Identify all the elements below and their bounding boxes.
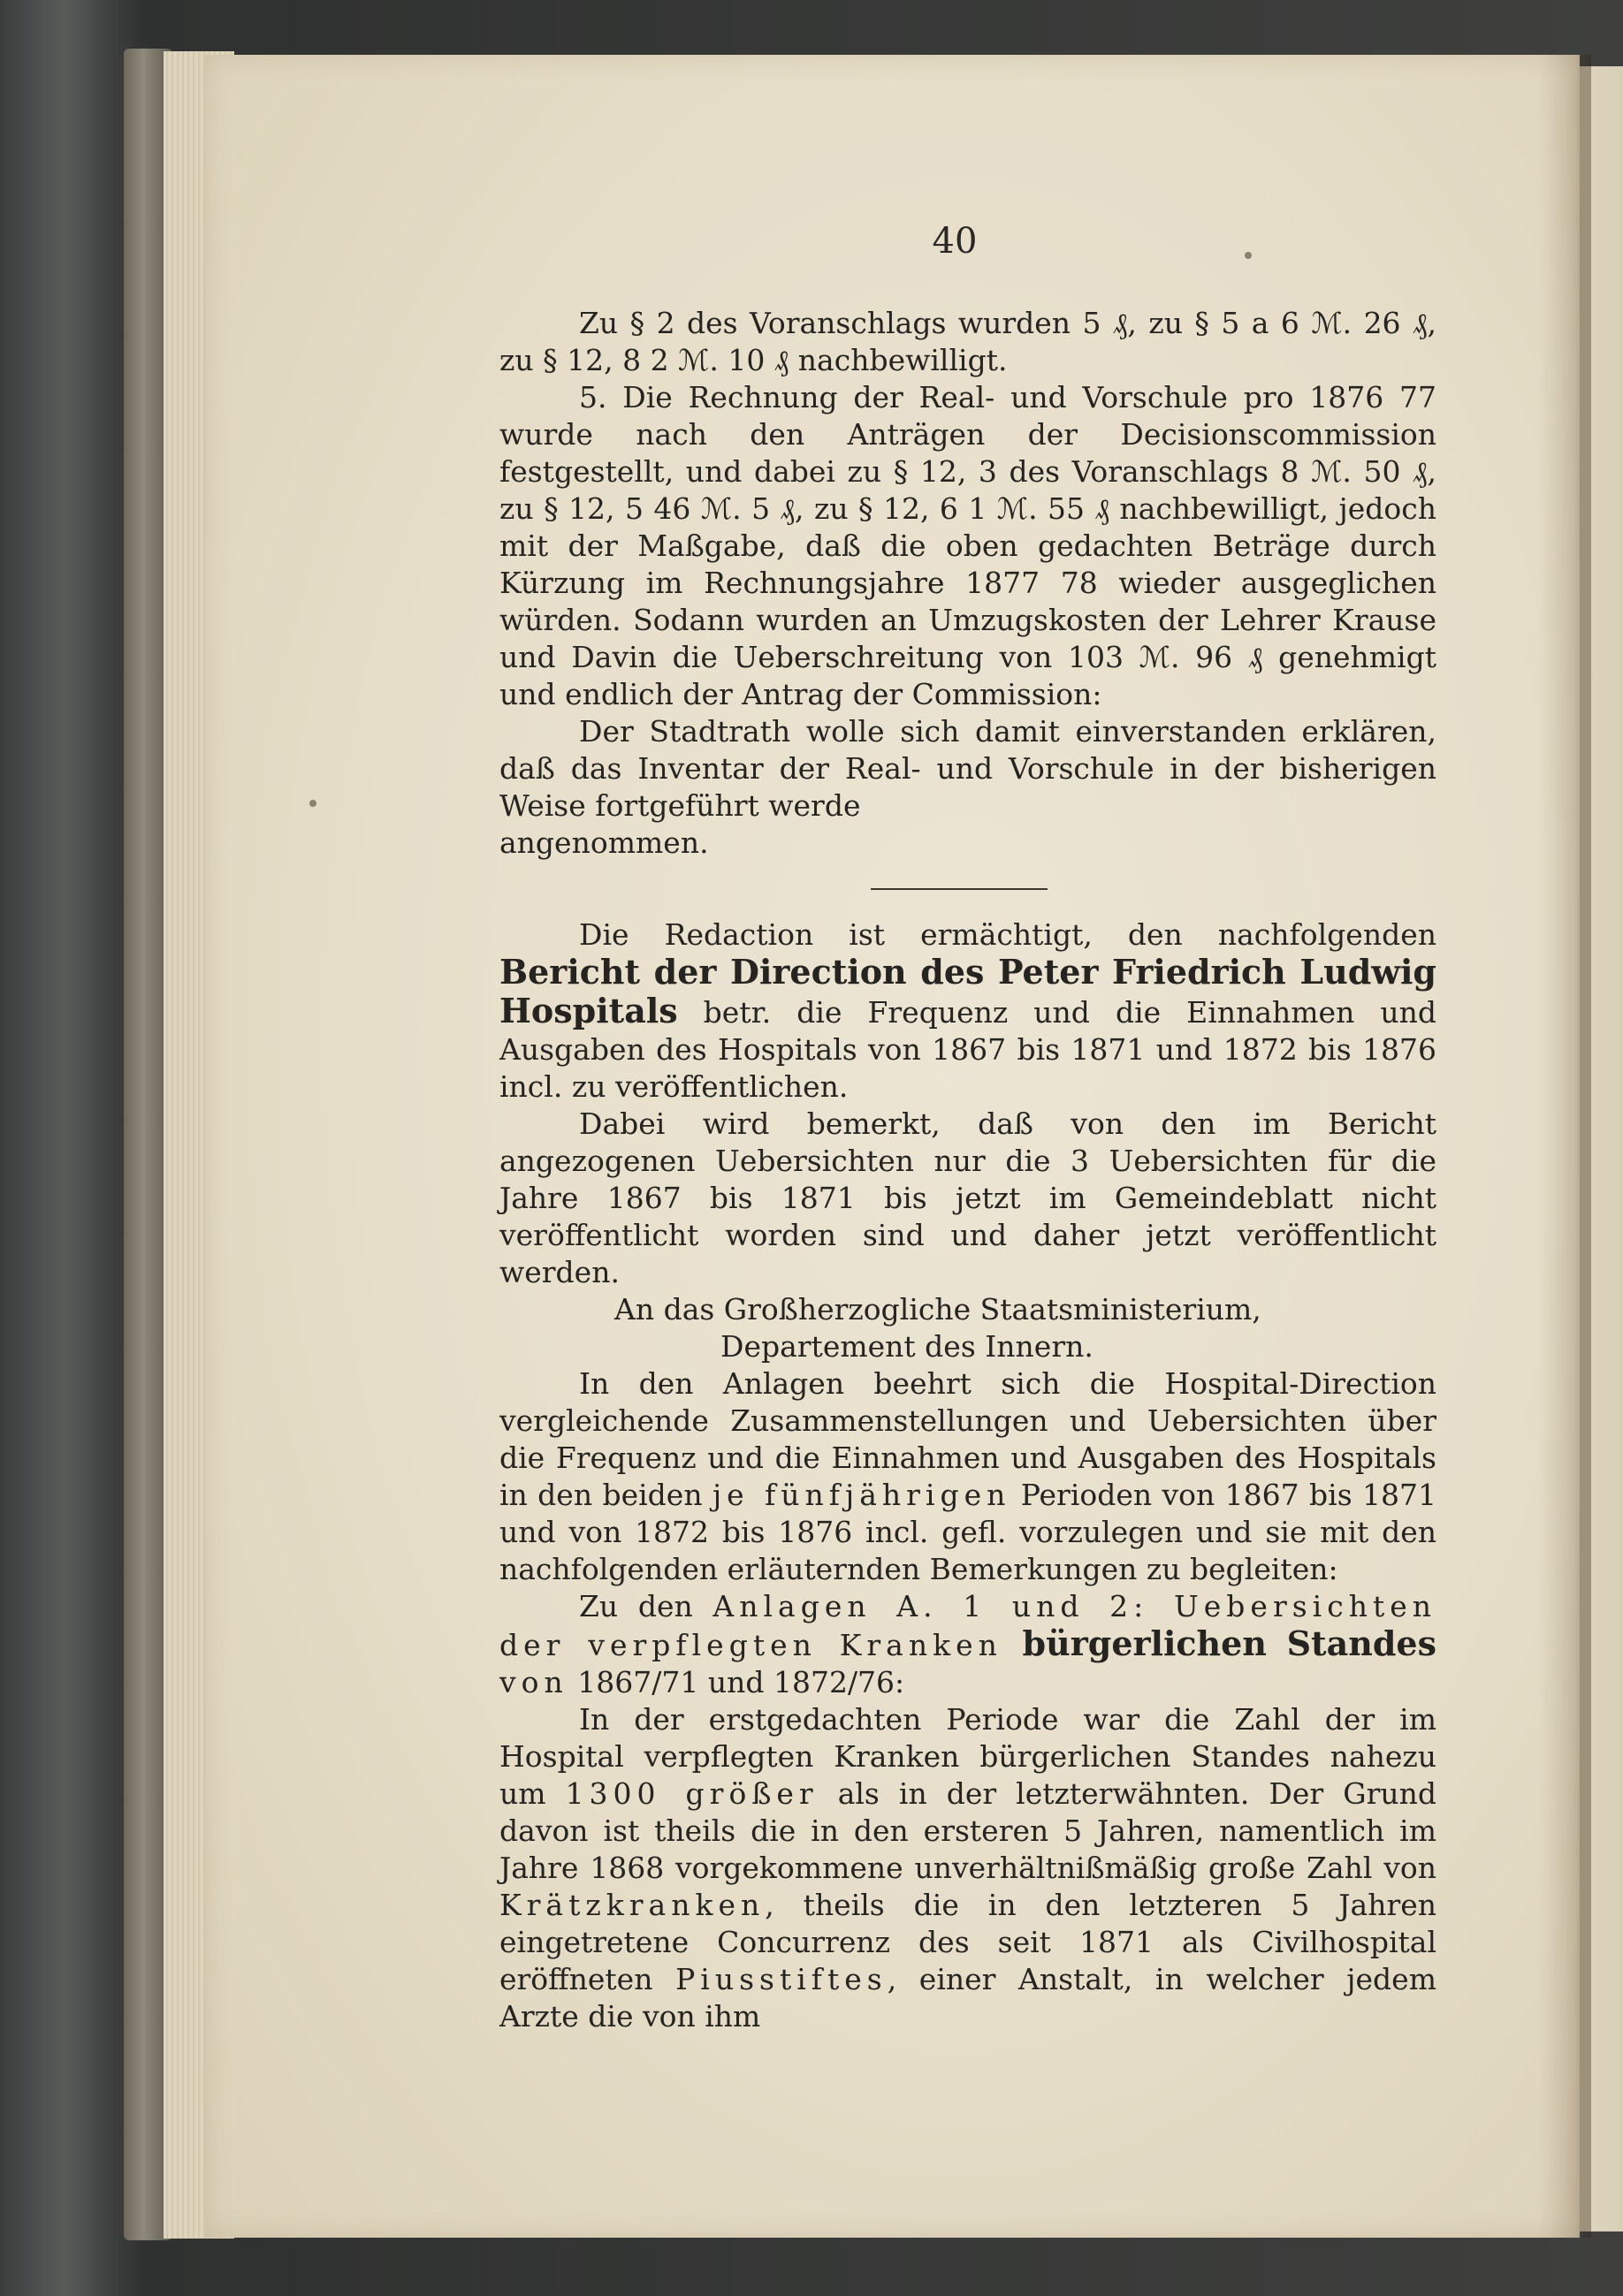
period-text-end: , einer Anstalt, in welcher jedem Arzte die von ihm (499, 1962, 1437, 2034)
paragraph-first-period (499, 1701, 1436, 2035)
paper-spot (309, 800, 316, 807)
paragraph-annex-heading (499, 1588, 1436, 1701)
section-divider (871, 888, 1048, 890)
gutter-shadow (1538, 55, 1591, 2238)
report-title: Bericht der Direction des Peter Friedrich Ludwig Hospitals (499, 952, 1436, 1030)
paragraph-redaction (499, 916, 1436, 1106)
period-spaced-number: 1300 größer (565, 1776, 819, 1811)
annex-text: Zu den (579, 1589, 713, 1623)
annex-years: 1867/71 und 1872/76: (568, 1665, 905, 1699)
redaction-text-end: betr. die Frequenz und die Einnahmen und Ausgaben des Hospitals von 1867 bis 1871 und 1872 bis 1876 incl. zu veröffentlichen. (499, 995, 1436, 1104)
period-text: In der erstgedachten Periode war die Zahl der im Hospital verpflegten Kranken bürgerlichen Standes nahezu um (499, 1702, 1436, 1811)
paragraph-budget-note: Zu § 2 des Voranschlags wurden 5 ₰, zu § 5 a 6 ℳ. 26 ₰, zu § 12, 8 2 ℳ. 10 ₰ nachbewilligt. (499, 306, 1436, 377)
address-department: Departement des Innern. (720, 1329, 1093, 1364)
period-text-mid2: , theils die in den letzteren 5 Jahren eingetretene Concurrenz des seit 1871 als Civilhospital eröffneten (499, 1888, 1436, 1996)
page-text (499, 305, 1436, 2035)
annex-spaced-von: von (499, 1665, 568, 1699)
period-spaced-pius: Piusstiftes (675, 1962, 888, 1996)
attachments-text: In den Anlagen beehrt sich die Hospital-Direction vergleichende Zusammenstellungen und Uebersichten über die Frequenz und die Einnahmen und Ausgaben des Hospitals in den beiden (499, 1366, 1436, 1512)
annex-spaced: Anlagen A. 1 und 2: Uebersichten der verpflegten Kranken (499, 1589, 1436, 1662)
period-spaced-kraetz: Krätzkranken (499, 1888, 766, 1922)
period-text-mid: als in der letzterwähnten. Der Grund davon ist theils die in den ersteren 5 Jahren, namentlich im Jahre 1868 vorgekommene unverhältnißmäßig große Zahl von (499, 1776, 1436, 1885)
paragraph-attachments (499, 1365, 1436, 1588)
attachments-spaced: je fünfjährigen (712, 1478, 1011, 1512)
paragraph-adopted: angenommen. (499, 825, 709, 860)
page-number: 40 (932, 221, 978, 262)
paper-spot (1245, 252, 1252, 259)
paragraph-remark: Dabei wird bemerkt, daß von den im Bericht angezogenen Uebersichten nur die 3 Uebersichten für die Jahre 1867 bis 1871 bis jetzt im Gemeindeblatt nicht veröffentlicht worden sind und daher jetzt veröffentlicht werden. (499, 1106, 1436, 1289)
paragraph-motion: Der Stadtrath wolle sich damit einverstanden erklären, daß das Inventar der Real- und Vorschule in der bisherigen Weise fortgeführt werde (499, 714, 1436, 823)
attachments-text-end: Perioden von 1867 bis 1871 und von 1872 bis 1876 incl. gefl. vorzulegen und sie mit den nachfolgenden erläuternden Bemerkungen zu begleiten: (499, 1478, 1436, 1586)
address-ministry: An das Großherzogliche Staatsministerium, (614, 1292, 1261, 1327)
annex-bold: bürgerlichen Standes (1002, 1623, 1436, 1663)
redaction-text: Die Redaction ist ermächtigt, den nachfolgenden (579, 917, 1436, 952)
paragraph-school-accounts: 5. Die Rechnung der Real- und Vorschule pro 1876 77 wurde nach den Anträgen der Decisionscommission festgestellt, und dabei zu § 12, 3 des Voranschlags 8 ℳ. 50 ₰, zu § 12, 5 46 ℳ. 5 ₰, zu § 12, 6 1 ℳ. 55 ₰ nachbewilligt, jedoch mit der Maßgabe, daß die oben gedachten Beträge durch Kürzung im Rechnungsjahre 1877 78 wieder ausgeglichen würden. Sodann wurden an Umzugskosten der Lehrer Krause und Davin die Ueberschreitung von 103 ℳ. 96 ₰ genehmigt und endlich der Antrag der Commission: (499, 380, 1436, 711)
